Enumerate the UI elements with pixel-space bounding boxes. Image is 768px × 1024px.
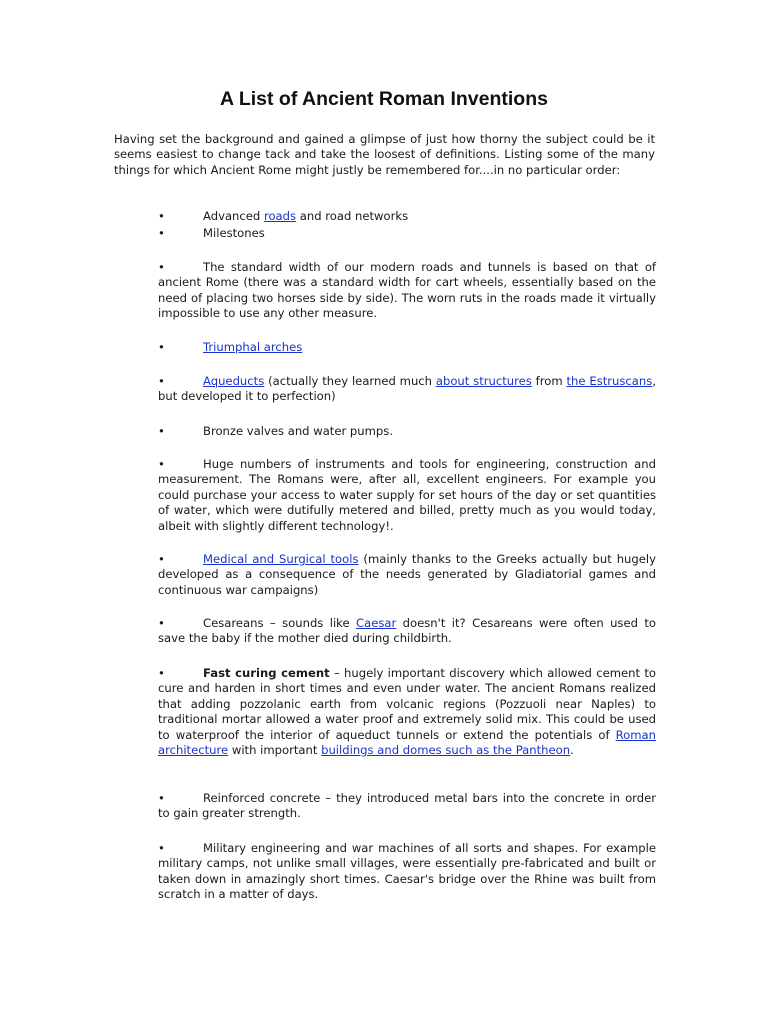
item-fast-curing-cement: • Fast curing cement – hugely important discovery which allowed cement to cure and harden in short times and even under water. The ancient Romans realized that adding pozzolanic earth from volcanic regions (Pozzuoli near Naples) to traditional mortar allowed a water proof and extremely solid mix. This could be used to waterproof the interior of aqueduct tunnels or extend the potentials of Roman architecture with important buildings and domes such as the Pantheon. [158, 666, 656, 758]
roman-architecture-link[interactable]: Roman architecture [158, 727, 656, 758]
item-medical-tools: • Medical and Surgical tools (mainly thanks to the Greeks actually but hugely developed as a consequence of the needs generated by Gladiatorial games and continuous war campaigns) [158, 552, 656, 597]
triumphal-arches-link[interactable]: Triumphal arches [203, 340, 303, 354]
pantheon-link[interactable]: buildings and domes such as the Pantheon [321, 743, 571, 758]
list-item-milestones: • Milestones [158, 226, 265, 240]
about-structures-link[interactable]: about structures [435, 374, 532, 388]
page-title: A List of Ancient Roman Inventions [220, 88, 548, 110]
aqueducts-link[interactable]: Aqueducts [203, 374, 265, 388]
item-triumphal-arches: • Triumphal arches [158, 340, 303, 354]
item-aqueducts: • Aqueducts (actually they learned much about structures from the Estruscans, but developed it to perfection) [158, 374, 656, 404]
item-road-width: • The standard width of our modern roads and tunnels is based on that of ancient Rome (there was a standard width for cart wheels, essentially based on the need of placing two horses side by side). The worn ruts in the roads made it virtually impossible to use any other measure. [158, 260, 656, 321]
item-reinforced-concrete: • Reinforced concrete – they introduced metal bars into the concrete in order to gain greater strength. [158, 791, 656, 821]
roads-link[interactable]: roads [263, 209, 297, 223]
short-list [158, 208, 408, 242]
medical-tools-link[interactable]: Medical and Surgical tools [203, 552, 359, 566]
item-bronze-valves: • Bronze valves and water pumps. [158, 424, 394, 438]
item-cesareans: • Cesareans – sounds like Caesar doesn't it? Cesareans were often used to save the baby if the mother died during childbirth. [158, 616, 657, 646]
estruscans-link[interactable]: the Estruscans [566, 374, 653, 388]
intro-paragraph: Having set the background and gained a glimpse of just how thorny the subject could be it seems easiest to change tack and take the loosest of definitions. Listing some of the many things for which Ancient Rome might justly be remembered for....in no particular order: [114, 132, 655, 177]
item-instruments: • Huge numbers of instruments and tools for engineering, construction and measurement. The Romans were, after all, excellent engineers. For example you could purchase your access to water supply for set hours of the day or set quantities of water, which were dutifully metered and billed, pretty much as you would today, albeit with slightly different technology!. [158, 457, 656, 533]
caesar-link[interactable]: Caesar [356, 616, 397, 630]
item-military-engineering: • Military engineering and war machines of all sorts and shapes. For example military camps, not unlike small villages, were essentially pre-fabricated and built or taken down in amazingly short times. Caesar's bridge over the Rhine was built from scratch in a matter of days. [158, 841, 656, 902]
list-item-roads: • Advanced roads and road networks [158, 209, 409, 223]
